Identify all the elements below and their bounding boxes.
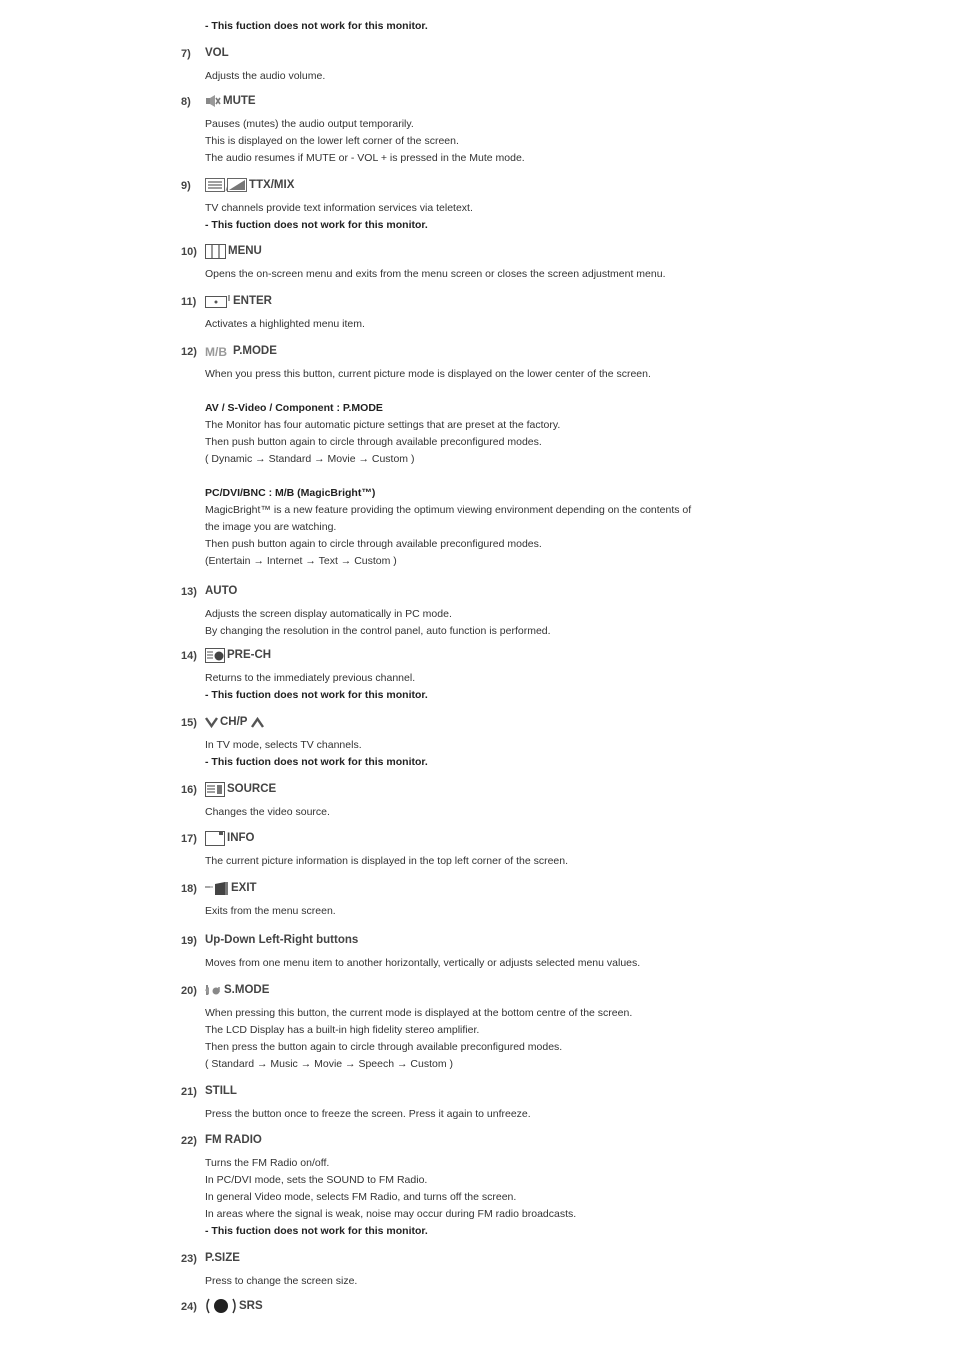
item-title	[205, 879, 257, 897]
item-heading	[181, 829, 741, 851]
list-item	[181, 780, 741, 821]
description-line: Press the button once to freeze the screen. Press it again to unfreeze.	[205, 1108, 531, 1120]
mb-icon	[205, 345, 231, 358]
item-heading	[181, 342, 741, 364]
item-title-label: MENU	[228, 245, 262, 257]
item-description	[205, 316, 741, 333]
list-item	[181, 981, 741, 1073]
item-title	[205, 582, 237, 600]
description-line: The Monitor has four automatic picture settings that are preset at the factory.	[205, 419, 561, 431]
description-line: Pauses (mutes) the audio output temporarily.	[205, 118, 414, 130]
item-title	[205, 1297, 263, 1315]
item-heading	[181, 92, 741, 114]
description-line: Press to change the screen size.	[205, 1275, 358, 1287]
description-line: Turns the FM Radio on/off.	[205, 1157, 330, 1169]
chevron-up-icon	[251, 717, 264, 728]
list-item	[181, 713, 741, 771]
item-title	[205, 92, 256, 110]
item-heading	[181, 1131, 741, 1153]
s-mode-icon	[205, 984, 222, 997]
item-number: 8)	[181, 96, 191, 108]
item-title-label: P.SIZE	[205, 1252, 240, 1264]
item-description	[205, 606, 741, 640]
description-line: This is displayed on the lower left corner of the screen.	[205, 135, 459, 147]
description-line: TV channels provide text information services via teletext.	[205, 202, 473, 214]
item-title-label: Up-Down Left-Right buttons	[205, 934, 359, 946]
item-description	[205, 955, 741, 972]
srs-icon	[205, 1298, 237, 1314]
description-line: Then push button again to circle through available preconfigured modes.	[205, 538, 542, 550]
item-heading	[181, 292, 741, 314]
item-description	[205, 804, 741, 821]
description-line: Then push button again to circle through available preconfigured modes.	[205, 436, 542, 448]
item-heading	[181, 176, 741, 198]
item-title-label: SOURCE	[227, 783, 277, 795]
item-heading	[181, 1249, 741, 1271]
item-title-label: CH/P	[220, 716, 248, 728]
item-title-label: SRS	[239, 1300, 263, 1312]
description-line: ( Dynamic → Standard → Movie → Custom )	[205, 453, 415, 465]
bold-note: - This fuction does not work for this monitor.	[205, 756, 428, 768]
description-line: Opens the on-screen menu and exits from the menu screen or closes the screen adjustment menu.	[205, 268, 666, 280]
item-title-label: ENTER	[233, 295, 272, 307]
item-heading	[181, 981, 741, 1003]
item-title-label: FM RADIO	[205, 1134, 262, 1146]
pre-ch-icon	[205, 648, 225, 663]
item-heading	[181, 879, 741, 901]
item-number: 14)	[181, 650, 197, 662]
item-title-label: VOL	[205, 47, 229, 59]
list-item	[181, 829, 741, 870]
item-description	[205, 68, 741, 85]
item-number: 18)	[181, 883, 197, 895]
item-heading	[181, 1297, 741, 1319]
item-description	[205, 366, 741, 570]
item-description	[205, 1005, 741, 1073]
item-title-label: PRE-CH	[227, 649, 272, 661]
item-title	[205, 646, 271, 664]
list-item	[181, 92, 741, 167]
description-line: The audio resumes if MUTE or - VOL + is pressed in the Mute mode.	[205, 152, 525, 164]
item-number: 7)	[181, 48, 191, 60]
item-title	[205, 713, 264, 731]
description-line: By changing the resolution in the control panel, auto function is performed.	[205, 625, 551, 637]
item-title-label: STILL	[205, 1085, 237, 1097]
description-line: (Entertain → Internet → Text → Custom )	[205, 555, 397, 567]
item-heading	[181, 713, 741, 735]
item-title	[205, 342, 277, 360]
description-line: Returns to the immediately previous channel.	[205, 672, 416, 684]
description-line: When pressing this button, the current mode is displayed at the bottom centre of the screen.	[205, 1007, 633, 1019]
list-item	[181, 582, 741, 640]
list-item	[181, 931, 741, 972]
bold-note: - This fuction does not work for this monitor.	[205, 689, 428, 701]
description-line: the image you are watching.	[205, 521, 337, 533]
list-item	[181, 176, 741, 234]
item-number: 24)	[181, 1301, 197, 1313]
item-title-label: INFO	[227, 832, 255, 844]
list-item	[181, 1131, 741, 1240]
item-title-label: AUTO	[205, 585, 238, 597]
item-number: 10)	[181, 246, 197, 258]
item-number: 23)	[181, 1253, 197, 1265]
item-title	[205, 292, 272, 310]
description-line: Adjusts the screen display automatically in PC mode.	[205, 608, 452, 620]
item-description	[205, 1273, 741, 1290]
menu-icon	[205, 244, 226, 259]
item-title-label: TTX/MIX	[249, 179, 295, 191]
info-icon	[205, 831, 225, 846]
item-heading	[181, 780, 741, 802]
description-line: Exits from the menu screen.	[205, 905, 336, 917]
item-title	[205, 176, 294, 194]
item-number: 22)	[181, 1135, 197, 1147]
description-line: In general Video mode, selects FM Radio, and turns off the screen.	[205, 1191, 517, 1203]
description-line: Activates a highlighted menu item.	[205, 318, 365, 330]
item-description	[205, 266, 741, 283]
description-line: MagicBright™ is a new feature providing the optimum viewing environment depending on the contents of	[205, 504, 692, 516]
description-line: In areas where the signal is weak, noise may occur during FM radio broadcasts.	[205, 1208, 577, 1220]
item-title	[205, 1082, 237, 1100]
description-line: Adjusts the audio volume.	[205, 70, 326, 82]
item-heading	[181, 44, 741, 66]
item-title	[205, 1131, 262, 1149]
list-item	[181, 342, 741, 570]
bold-note: PC/DVI/BNC : M/B (MagicBright™)	[205, 487, 376, 499]
description-line: Then press the button again to circle through available preconfigured modes.	[205, 1041, 563, 1053]
list-item	[181, 44, 741, 85]
item-title	[205, 780, 276, 798]
mute-icon	[205, 94, 221, 108]
top-note: - This fuction does not work for this monitor.	[205, 20, 428, 32]
description-line: The current picture information is displayed in the top left corner of the screen.	[205, 855, 569, 867]
item-description	[205, 116, 741, 167]
item-number: 20)	[181, 985, 197, 997]
item-number: 11)	[181, 296, 197, 308]
list-item	[181, 1249, 741, 1290]
bold-note: - This fuction does not work for this monitor.	[205, 219, 428, 231]
item-heading	[181, 1082, 741, 1104]
svg-text:M/B: M/B	[205, 344, 227, 358]
item-title	[205, 242, 262, 260]
item-title	[205, 931, 358, 949]
item-description	[205, 670, 741, 704]
item-title-label: S.MODE	[224, 984, 270, 996]
description-line	[205, 468, 741, 485]
item-description	[205, 853, 741, 870]
item-number: 17)	[181, 833, 197, 845]
list-item	[181, 646, 741, 704]
item-description	[205, 1155, 741, 1240]
list-item	[181, 292, 741, 333]
item-description	[205, 200, 741, 234]
enter-icon	[205, 295, 231, 308]
item-heading	[181, 582, 741, 604]
item-title-label: P.MODE	[233, 345, 277, 357]
list-item	[181, 879, 741, 920]
item-title	[205, 44, 229, 62]
item-title-label: EXIT	[231, 882, 257, 894]
item-number: 15)	[181, 717, 197, 729]
item-title	[205, 1249, 240, 1267]
item-description	[205, 737, 741, 771]
description-line: When you press this button, current picture mode is displayed on the lower center of the screen.	[205, 368, 651, 380]
chevron-down-icon	[205, 717, 218, 728]
item-description	[205, 903, 741, 920]
item-number: 12)	[181, 346, 197, 358]
item-number: 16)	[181, 784, 197, 796]
item-number: 13)	[181, 586, 197, 598]
ttx-mix-icon	[205, 178, 247, 192]
item-title-label: MUTE	[223, 95, 256, 107]
item-heading	[181, 931, 741, 953]
description-line: In TV mode, selects TV channels.	[205, 739, 362, 751]
description-line: In PC/DVI mode, sets the SOUND to FM Radio.	[205, 1174, 428, 1186]
description-line: Changes the video source.	[205, 806, 330, 818]
list-item	[181, 242, 741, 283]
exit-icon	[205, 881, 229, 896]
description-line: Moves from one menu item to another horizontally, vertically or adjusts selected menu values.	[205, 957, 641, 969]
item-description	[205, 1106, 741, 1123]
source-icon	[205, 782, 225, 797]
item-number: 21)	[181, 1086, 197, 1098]
list-item	[181, 1082, 741, 1123]
item-number: 19)	[181, 935, 197, 947]
item-heading	[181, 646, 741, 668]
list-item	[181, 1297, 741, 1319]
bold-note: AV / S-Video / Component : P.MODE	[205, 402, 383, 414]
item-number: 9)	[181, 180, 191, 192]
item-title	[205, 829, 254, 847]
description-line: ( Standard → Music → Movie → Speech → Custom )	[205, 1058, 453, 1070]
bold-note: - This fuction does not work for this monitor.	[205, 1225, 428, 1237]
item-title	[205, 981, 269, 999]
description-line: The LCD Display has a built-in high fidelity stereo amplifier.	[205, 1024, 480, 1036]
description-line	[205, 383, 741, 400]
item-heading	[181, 242, 741, 264]
